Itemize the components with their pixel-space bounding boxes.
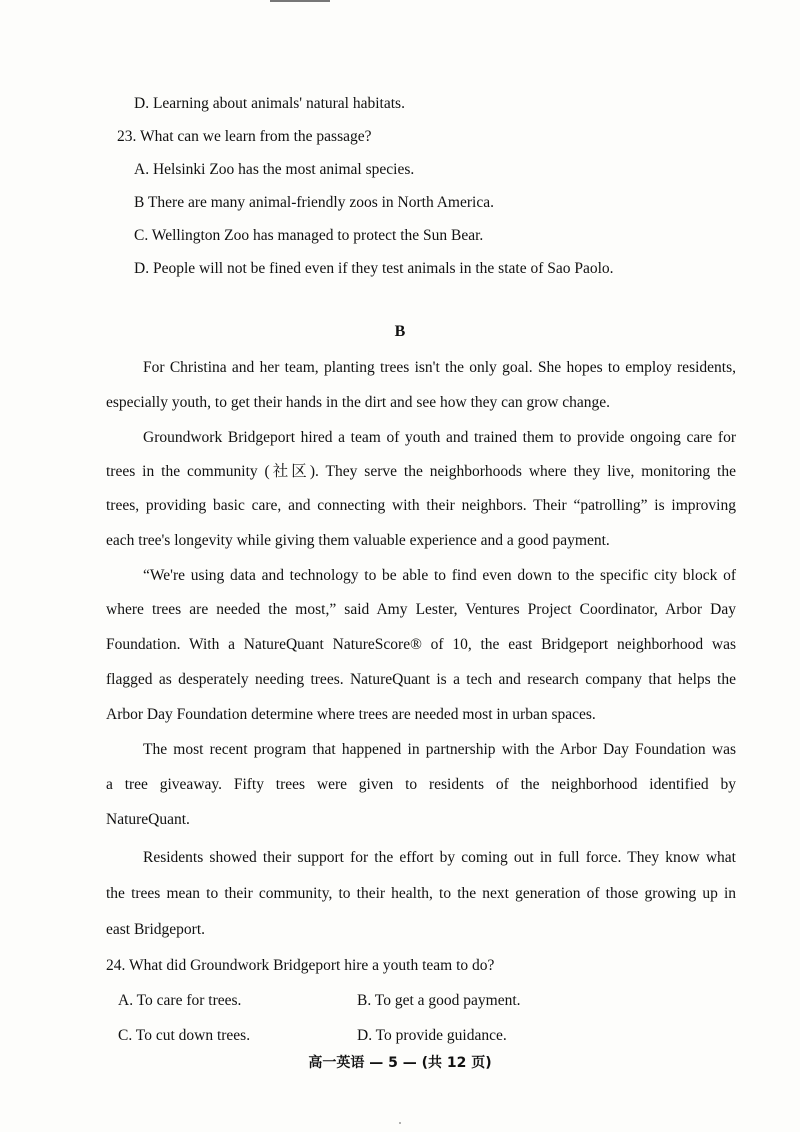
passage-p5-line3: east Bridgeport. <box>106 921 206 938</box>
passage-p4-line3: NatureQuant. <box>106 811 190 828</box>
q23-option-a: A. Helsinki Zoo has the most animal species. <box>134 161 415 178</box>
passage-p2-line2: trees in the community (社区). They serve the neighborhoods where they live, monitoring the <box>106 463 736 480</box>
q24-option-c: C. To cut down trees. <box>118 1027 251 1044</box>
passage-p5-line2: the trees mean to their community, to their health, to the next generation of those growing up in <box>106 885 736 902</box>
q23-stem: 23. What can we learn from the passage? <box>117 128 372 145</box>
q24-stem: 24. What did Groundwork Bridgeport hire a youth team to do? <box>106 957 495 974</box>
passage-p1-line1: For Christina and her team, planting trees isn't the only goal. She hopes to employ residents, <box>143 359 736 376</box>
passage-p3-line4: flagged as desperately needing trees. NatureQuant is a tech and research company that helps the <box>106 671 736 688</box>
passage-p4-line1: The most recent program that happened in partnership with the Arbor Day Foundation was <box>143 741 736 758</box>
passage-p5-line1: Residents showed their support for the effort by coming out in full force. They know what <box>143 849 736 866</box>
section-heading: B <box>394 323 406 340</box>
passage-p3-line1: “We're using data and technology to be able to find even down to the specific city block of <box>143 567 736 584</box>
q23-option-b: B There are many animal-friendly zoos in North America. <box>134 194 494 211</box>
passage-p2-line1: Groundwork Bridgeport hired a team of youth and trained them to provide ongoing care for <box>143 429 736 446</box>
passage-p2-line4: each tree's longevity while giving them valuable experience and a good payment. <box>106 532 610 549</box>
q24-option-d: D. To provide guidance. <box>357 1027 507 1044</box>
passage-p3-line5: Arbor Day Foundation determine where trees are needed most in urban spaces. <box>106 706 596 723</box>
q23-option-c: C. Wellington Zoo has managed to protect the Sun Bear. <box>134 227 484 244</box>
q24-option-b: B. To get a good payment. <box>357 992 521 1009</box>
scan-speck <box>399 1122 401 1124</box>
q24-option-a: A. To care for trees. <box>118 992 242 1009</box>
passage-p3-line3: Foundation. With a NatureQuant NatureScore® of 10, the east Bridgeport neighborhood was <box>106 636 736 653</box>
q22-option-d: D. Learning about animals' natural habitats. <box>134 95 405 112</box>
q23-option-d: D. People will not be fined even if they test animals in the state of Sao Paolo. <box>134 260 614 277</box>
passage-p4-line2: a tree giveaway. Fifty trees were given to residents of the neighborhood identified by <box>106 776 736 793</box>
passage-p2-line3: trees, providing basic care, and connecting with their neighbors. Their “patrolling” is improving <box>106 497 736 514</box>
scan-edge-mark <box>270 0 330 2</box>
page-footer: 高一英语 — 5 — (共 12 页) <box>308 1055 492 1071</box>
passage-p1-line2: especially youth, to get their hands in the dirt and see how they can grow change. <box>106 394 611 411</box>
passage-p3-line2: where trees are needed the most,” said Amy Lester, Ventures Project Coordinator, Arbor Day <box>106 601 736 618</box>
